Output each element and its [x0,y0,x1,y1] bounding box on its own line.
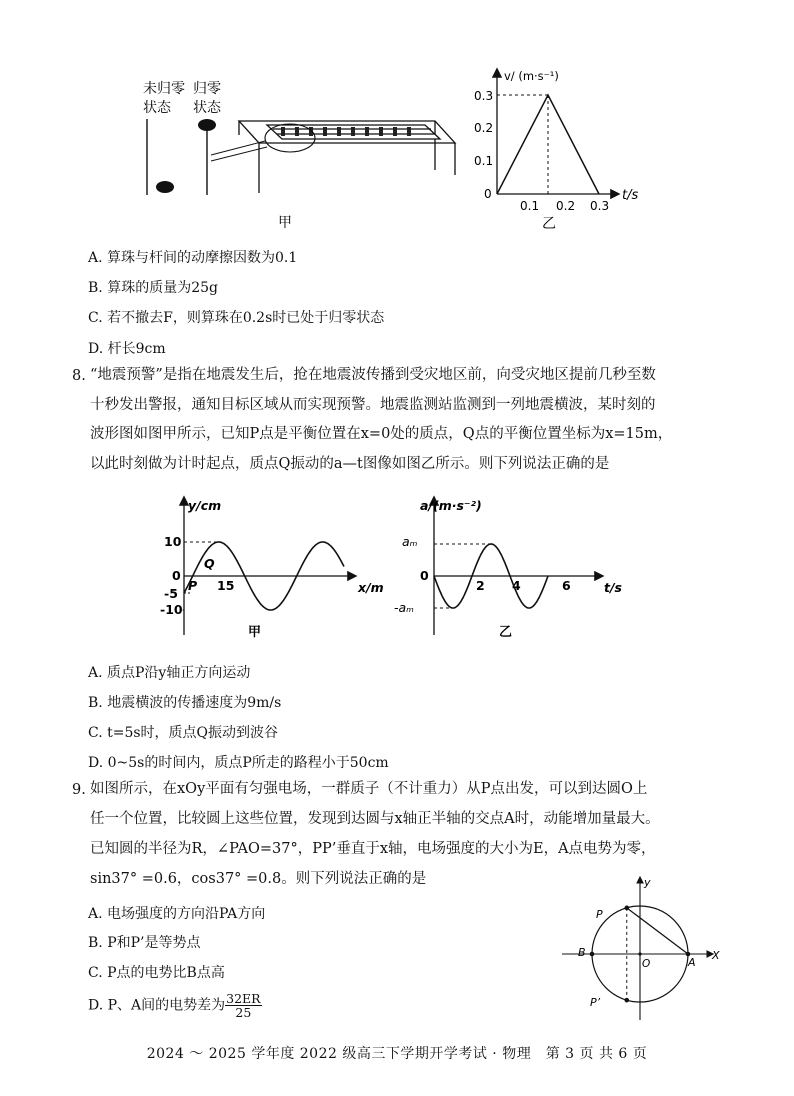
q8-line-4: 以此时刻做为计时起点，质点Q振动的a—t图像如图乙所示。则下列说法正确的是 [90,456,610,472]
label-state-left: 状态 [143,100,171,116]
bead-top [198,119,216,131]
accel-x-tick-6: 6 [562,578,571,593]
q8-option-b: B. 地震横波的传播速度为9m/s [88,695,282,711]
circle-label-x: X [712,949,720,962]
q8-line-2: 十秒发出警报，通知目标区域从而实现预警。地震监测站监测到一列地震横波，某时刻的 [90,397,656,413]
accel-x-tick-4: 4 [512,578,521,593]
wave-y-tick-neg5: -5 [164,586,178,601]
wave-y-tick-neg10: -10 [160,602,183,617]
caption-jia-top: 甲 [278,215,292,231]
q8-number: 8. [72,368,86,384]
q7-option-c: C. 若不撤去F，则算珠在0.2s时已处于归零状态 [88,310,385,326]
accel-y-tick-am: aₘ [402,534,418,549]
q7-option-b: B. 算珠的质量为25g [88,280,218,296]
accel-caption: 乙 [499,625,513,640]
label-zero: 归零 [193,81,221,97]
wave-x-label: x/m [358,580,384,595]
wave-graph [160,490,400,640]
q9-line-4: sin37° =0.6，cos37° =0.8。则下列说法正确的是 [90,871,427,887]
q8-option-d: D. 0~5s的时间内，质点P所走的路程小于50cm [88,755,389,771]
circle-label-o: O [642,958,651,970]
q8-option-a: A. 质点P沿y轴正方向运动 [88,665,251,681]
point-b [590,952,595,957]
wave-x-tick-15: 15 [217,578,235,593]
vt-y-tick-0.1: 0.1 [474,154,494,168]
vt-graph [470,64,650,234]
point-p-prime [624,998,629,1003]
q9-line-1: 如图所示，在xOy平面有匀强电场，一群质子（不计重力）从P点出发，可以到达圆O上 [90,781,648,797]
vt-x-label: t/s [622,188,639,203]
wave-point-q: Q [204,556,215,571]
vt-caption: 乙 [542,216,556,232]
q9-line-2: 任一个位置，比较圆上这些位置，发现到达圆与x轴正半轴的交点A时，动能增加量最大。 [90,811,660,827]
q8-option-c: C. t=5s时，质点Q振动到波谷 [88,725,279,741]
circle-field-figure [560,872,730,1022]
accel-x-label: t/s [604,580,622,595]
vt-x-tick-0.2: 0.2 [556,199,576,213]
q8-line-1: “地震预警”是指在地震发生后，抢在地震波传播到受灾地区前，向受灾地区提前几秒至数 [90,367,656,383]
wave-point-p: P [188,578,198,593]
accel-graph [392,490,632,640]
point-o [638,952,641,955]
segment-pa [627,908,688,954]
vt-x-tick-0.3: 0.3 [590,199,610,213]
q9-option-d-fraction [225,992,261,1019]
vt-x-tick-0.1: 0.1 [520,199,540,213]
q9-option-d [88,992,262,1019]
q9-number: 9. [72,782,86,798]
fraction-numerator: 32ER [226,991,261,1006]
q9-option-a: A. 电场强度的方向沿PA方向 [88,906,266,922]
q9-line-3: 已知圆的半径为R，∠PAO=37°，PP’垂直于x轴，电场强度的大小为E，A点电势为零， [90,841,656,857]
circle-label-y: y [644,876,651,889]
vt-y-tick-0.2: 0.2 [474,121,494,135]
vt-y-label: v/ (m·s⁻¹) [504,69,559,83]
wave-y-tick-10: 10 [164,534,182,549]
label-state-right: 状态 [193,100,221,116]
wave-y-label: y/cm [188,498,222,513]
q9-option-d-text: D. P、A间的电势差为 [88,997,226,1014]
q9-option-c: C. P点的电势比B点高 [88,965,225,981]
vt-y-tick-0.3: 0.3 [474,89,494,103]
bead-bottom [156,181,174,193]
accel-x-tick-2: 2 [476,578,485,593]
circle-label-p-prime: P’ [590,996,601,1009]
point-p [624,906,629,911]
accel-y-tick-neg-am: -aₘ [394,600,414,615]
wave-origin: 0 [172,568,181,583]
vt-origin: 0 [484,187,492,201]
abacus-figure [135,75,465,235]
page-footer: 2024 ～ 2025 学年度 2022 级高三下学期开学考试 · 物理 第 3 页 共 6 页 [146,1046,648,1062]
q7-option-d: D. 杆长9cm [88,341,166,357]
accel-origin: 0 [420,568,429,583]
q7-option-a: A. 算珠与杆间的动摩擦因数为0.1 [88,250,298,266]
circle-label-a: A [688,956,696,969]
accel-y-label: a/(m·s⁻²) [420,498,482,513]
fraction-denominator: 25 [235,1005,252,1021]
circle-label-b: B [578,946,586,959]
label-not-zero: 未归零 [143,81,185,97]
q8-line-3: 波形图如图甲所示，已知P点是平衡位置在x=0处的质点，Q点的平衡位置坐标为x=15m， [90,426,673,442]
q9-option-b: B. P和P’是等势点 [88,935,201,951]
circle-label-p: P [596,908,603,921]
wave-caption: 甲 [248,625,262,640]
